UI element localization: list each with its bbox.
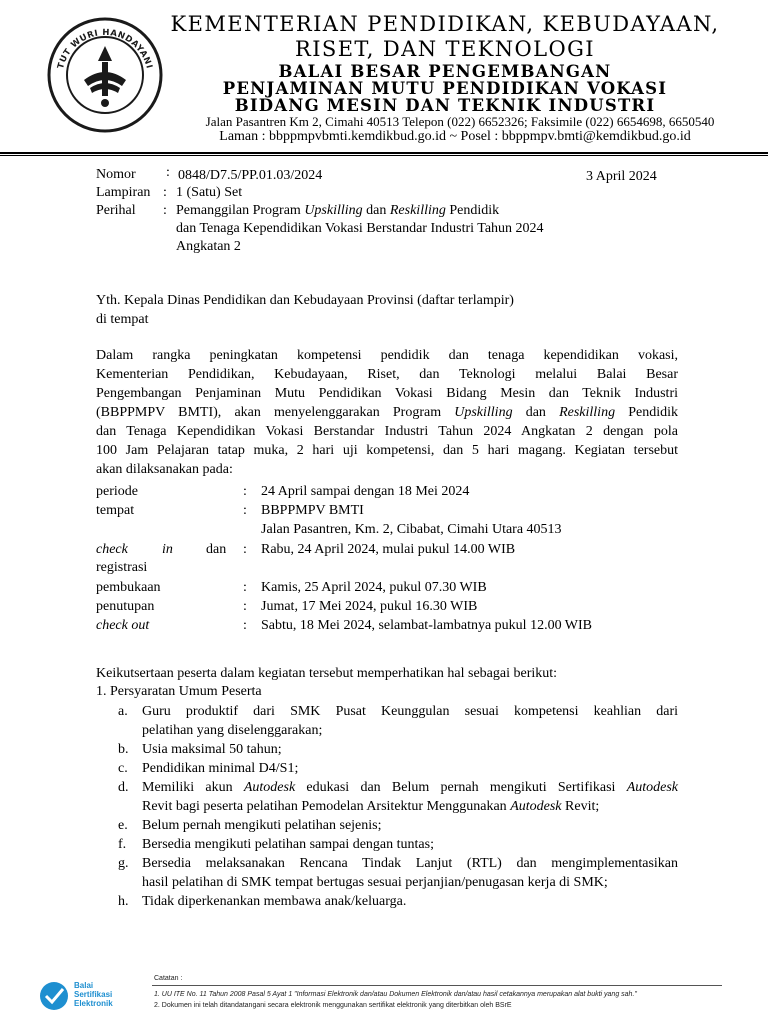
schedule-value-penutupan: Jumat, 17 Mei 2024, pukul 16.30 WIB — [261, 599, 478, 614]
list-item — [118, 740, 678, 759]
schedule-label-tempat: tempat — [96, 503, 135, 518]
requirements-list — [118, 702, 678, 911]
list-item — [118, 702, 678, 740]
list-item-line: Guru produktif dari SMK Pusat Keunggulan sesuai kompetensi keahlian dari — [142, 704, 678, 719]
colon: : — [166, 165, 170, 180]
schedule-value-checkout: Sabtu, 18 Mei 2024, selambat-lambatnya pukul 12.00 WIB — [261, 618, 593, 633]
participation-intro: Keikutsertaan peserta dalam kegiatan tersebut memperhatikan hal sebagai berikut: — [96, 666, 558, 681]
list-item-line: Pendidikan minimal D4/S1; — [142, 761, 299, 776]
schedule-label-checkin-b: in — [162, 542, 173, 557]
schedule-value-tempat: BBPPMPV BMTI — [261, 503, 364, 518]
footer-note-1: 1. UU ITE No. 11 Tahun 2008 Pasal 5 Ayat 1 "Informasi Elektronik dan/atau Dokumen Elektronik dan/atau hasil cetakannya merupakan alat bukti yang sah." — [154, 991, 637, 998]
schedule-value-periode: 24 April sampai dengan 18 Mei 2024 — [261, 484, 470, 499]
intro-line: Dalam rangka peningkatan kompetensi pendidik dan tenaga kependidikan vokasi, — [96, 348, 678, 363]
perihal-label: Perihal — [96, 203, 136, 218]
intro-paragraph — [96, 346, 678, 479]
schedule-value-checkin: Rabu, 24 April 2024, mulai pukul 14.00 WIB — [261, 542, 516, 557]
nomor-label: Nomor — [96, 167, 136, 182]
schedule-label-periode: periode — [96, 484, 138, 499]
list-item — [118, 816, 678, 835]
institution-address: Jalan Pasantren Km 2, Cimahi 40513 Telepon (022) 6652326; Faksimile (022) 6654698, 6650540 — [205, 114, 715, 129]
schedule-label-checkin-c: dan — [206, 542, 227, 557]
schedule-value-tempat-address: Jalan Pasantren, Km. 2, Cibabat, Cimahi Utara 40513 — [261, 522, 562, 537]
schedule-value-pembukaan: Kamis, 25 April 2024, pukul 07.30 WIB — [261, 580, 487, 595]
intro-line: Pengembangan Penjaminan Mutu Pendidikan Vokasi Bidang Mesin dan Teknik Industri — [96, 386, 678, 401]
recipient-line-2: di tempat — [96, 312, 149, 327]
list-marker: h. — [118, 894, 129, 909]
institution-name-line3: BIDANG MESIN DAN TEKNIK INDUSTRI — [234, 96, 656, 115]
list-marker: b. — [118, 742, 129, 757]
list-item — [118, 835, 678, 854]
letterhead-divider-thin — [0, 155, 768, 156]
list-item — [118, 892, 678, 911]
list-item — [118, 854, 678, 892]
nomor-value: 0848/D7.5/PP.01.03/2024 — [178, 168, 323, 183]
svg-text:TUT WURI HANDAYANI: TUT WURI HANDAYANI — [56, 27, 154, 71]
intro-line: akan dilaksanakan pada: — [96, 462, 233, 477]
list-item-line: pelatihan yang diselenggarakan; — [142, 723, 323, 738]
list-item-line: Belum pernah mengikuti pelatihan sejenis; — [142, 818, 382, 833]
lampiran-label: Lampiran — [96, 185, 151, 200]
schedule-label-checkin-a: check — [96, 542, 128, 557]
ministry-name-line2: RISET, DAN TEKNOLOGI — [295, 37, 595, 61]
list-marker: d. — [118, 780, 129, 795]
list-item-line: Bersedia mengikuti pelatihan sampai dengan tuntas; — [142, 837, 434, 852]
list-marker: e. — [118, 818, 128, 833]
letterhead-divider — [0, 152, 768, 154]
perihal-line-1: Pemanggilan Program Upskilling dan Reskilling Pendidik — [176, 203, 500, 218]
institution-contact: Laman : bbppmpvbmti.kemdikbud.go.id ~ Posel : bbppmpv.bmti@kemdikbud.go.id — [219, 129, 691, 144]
colon: : — [163, 185, 167, 200]
colon: : — [243, 618, 247, 633]
list-marker: f. — [118, 837, 127, 852]
intro-line: dan Tenaga Kependidikan Vokasi Berstandar Industri Tahun 2024 Angkatan 2 dengan pola — [96, 424, 678, 439]
list-item-line: Memiliki akun Autodesk edukasi dan Belum pernah mengikuti Sertifikasi Autodesk — [142, 780, 679, 795]
list-item — [118, 759, 678, 778]
list-item-line: Revit bagi peserta pelatihan Pemodelan Arsitektur Menggunakan Autodesk Revit; — [142, 799, 600, 814]
bsre-text-3: Elektronik — [74, 999, 113, 1008]
bsre-text-1: Balai — [74, 981, 94, 990]
recipient-line-1: Yth. Kepala Dinas Pendidikan dan Kebudayaan Provinsi (daftar terlampir) — [96, 293, 514, 308]
list-marker: c. — [118, 761, 128, 776]
list-marker: a. — [118, 704, 128, 719]
schedule-label-checkout: check out — [96, 618, 150, 633]
institution-name-line1: BALAI BESAR PENGEMBANGAN — [278, 62, 612, 81]
colon: : — [243, 484, 247, 499]
colon: : — [243, 503, 247, 518]
intro-line: Kementerian Pendidikan, Kebudayaan, Riset, dan Teknologi melalui Balai Besar — [96, 367, 678, 382]
institution-name-line2: PENJAMINAN MUTU PENDIDIKAN VOKASI — [222, 79, 668, 98]
schedule-label-registrasi: registrasi — [96, 560, 148, 575]
footer-divider — [152, 985, 722, 986]
list-item-line: hasil pelatihan di SMK tempat bertugas sesuai perjanjian/penugasan kerja di SMK; — [142, 875, 608, 890]
bsre-text-2: Sertifikasi — [74, 990, 113, 999]
footer-note-2: 2. Dokumen ini telah ditandatangani secara elektronik menggunakan sertifikat elektronik yang diterbitkan oleh BSrE — [154, 1002, 512, 1009]
intro-line: 100 Jam Pelajaran tatap muka, 2 hari uji kompetensi, dan 5 hari magang. Kegiatan tersebut — [96, 443, 678, 458]
schedule-label-penutupan: penutupan — [96, 599, 155, 614]
list-item-line: Bersedia melaksanakan Rencana Tindak Lanjut (RTL) dan mengimplementasikan — [142, 856, 678, 871]
colon: : — [163, 203, 167, 218]
list-item-line: Tidak diperkenankan membawa anak/keluarga. — [142, 894, 407, 909]
perihal-line-2: dan Tenaga Kependidikan Vokasi Berstandar Industri Tahun 2024 — [176, 221, 544, 236]
letter-date: 3 April 2024 — [586, 169, 657, 184]
colon: : — [243, 542, 247, 557]
list-item — [118, 778, 678, 816]
ministry-name-line1: KEMENTERIAN PENDIDIKAN, KEBUDAYAAN, — [170, 12, 720, 36]
bsre-logo — [38, 978, 138, 1014]
lampiran-value: 1 (Satu) Set — [176, 185, 243, 200]
colon: : — [243, 599, 247, 614]
list-item-line: Usia maksimal 50 tahun; — [142, 742, 282, 757]
intro-line: (BBPPMPV BMTI), akan menyelenggarakan Program Upskilling dan Reskilling Pendidik — [96, 405, 678, 420]
list-marker: g. — [118, 856, 129, 871]
colon: : — [243, 580, 247, 595]
schedule-label-pembukaan: pembukaan — [96, 580, 161, 595]
section-1-heading: 1. Persyaratan Umum Peserta — [96, 684, 262, 699]
perihal-line-3: Angkatan 2 — [176, 239, 241, 254]
footer-catatan: Catatan : — [154, 975, 183, 982]
